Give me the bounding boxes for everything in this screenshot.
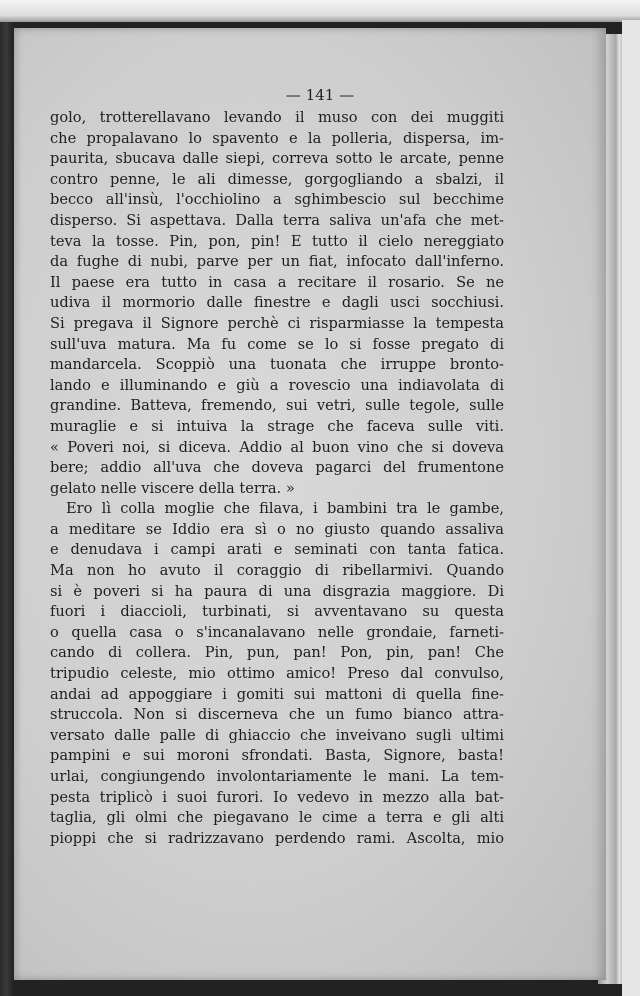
text-line: pesta triplicò i suoi furori. Io vedevo in mezzo alla bat- [50,788,504,806]
text-line: versato dalle palle di ghiaccio che inveivano sugli ultimi [50,726,504,744]
text-line: a meditare se Iddio era sì o no giusto quando assaliva [50,520,504,538]
text-line: pioppi che si radrizzavano perdendo rami. Ascolta, mio [50,829,504,847]
text-line: teva la tosse. Pin, pon, pin! E tutto il cielo nereggiato [50,232,504,250]
text-line: sull'uva matura. Ma fu come se lo si fosse pregato di [50,335,504,353]
text-line: muraglie e si intuiva la strage che faceva sulle viti. [50,417,504,435]
text-line: mandarcela. Scoppiò una tuonata che irruppe bronto- [50,356,504,374]
text-line: « Poveri noi, si diceva. Addio al buon vino che si doveva [50,438,504,456]
text-line: fuori i diaccioli, turbinati, si avventavano su questa [50,603,504,621]
text-line: che propalavano lo spavento e la polleria, dispersa, im- [50,129,504,147]
text-line: Il paese era tutto in casa a recitare il rosario. Se ne [50,273,504,291]
text-line: Si pregava il Signore perchè ci risparmiasse la tempesta [50,314,504,332]
text-line: contro penne, le ali dimesse, gorgogliando a sbalzi, il [50,170,504,188]
text-line: pampini e sui moroni sfrondati. Basta, Signore, basta! [50,747,504,765]
right-page-edge [622,20,640,996]
text-line: grandine. Batteva, fremendo, sui vetri, sulle tegole, sulle [50,397,504,415]
text-line: tripudio celeste, mio ottimo amico! Preso dal convulso, [50,665,504,683]
text-line: gelato nelle viscere della terra. » [50,479,295,497]
text-line: becco all'insù, l'occhiolino a sghimbescio sul becchime [50,191,504,209]
text-line: struccola. Non si discerneva che un fumo bianco attra- [50,706,504,724]
text-line: e denudava i campi arati e seminati con tanta fatica. [50,541,504,559]
text-line: cando di collera. Pin, pun, pan! Pon, pin, pan! Che [50,644,504,662]
text-line: o quella casa o s'incanalavano nelle grondaie, farneti- [50,623,504,641]
text-line: urlai, congiungendo involontariamente le mani. La tem- [50,768,504,785]
text-line: Ero lì colla moglie che filava, i bambini tra le gambe, [66,500,504,518]
text-line: lando e illuminando e giù a rovescio una indiavolata di [50,376,504,394]
text-line: golo, trotterellavano levando il muso con dei muggiti [50,109,504,126]
text-line: taglia, gli olmi che piegavano le cime a terra e gli alti [50,809,504,827]
body-text [50,108,504,849]
text-line: bere; addio all'uva che doveva pagarci del frumentone [50,459,504,477]
text-line: Ma non ho avuto il coraggio di ribellarmivi. Quando [50,562,504,580]
page-number: — 141 — [285,86,355,104]
text-line: paurita, sbucava dalle siepi, correva sotto le arcate, penne [50,150,504,168]
text-line: si è poveri si ha paura di una disgrazia maggiore. Di [50,582,504,600]
text-line: da fughe di nubi, parve per un fiat, infocato dall'inferno. [50,253,504,271]
text-line: andai ad appoggiare i gomiti sui mattoni di quella fine- [50,685,504,703]
top-margin-strip [0,0,640,22]
text-line: udiva il mormorio dalle finestre e dagli usci socchiusi. [50,294,504,312]
text-line: disperso. Si aspettava. Dalla terra saliva un'afa che met- [50,211,504,229]
